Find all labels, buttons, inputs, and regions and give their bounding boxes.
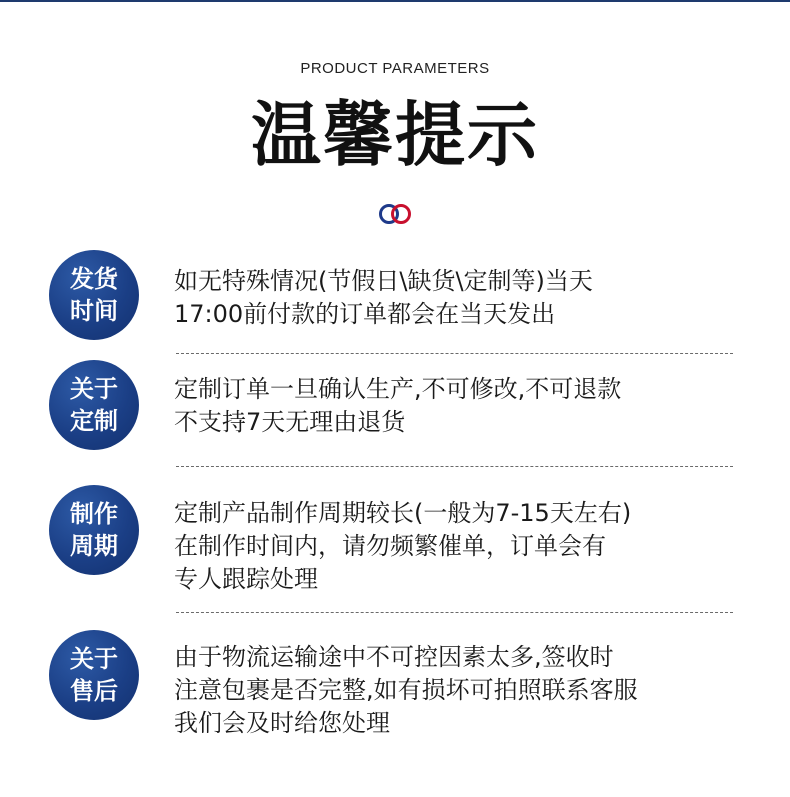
section-text: 由于物流运输途中不可控因素太多,签收时 注意包裹是否完整,如有损坏可拍照联系客服 我们会及时给您处理 [174, 643, 638, 737]
section-text: 如无特殊情况(节假日\缺货\定制等)当天 17:00前付款的订单都会在当天发出 [174, 267, 593, 328]
section-text: 定制订单一旦确认生产,不可修改,不可退款 不支持7天无理由退货 [174, 375, 622, 436]
section-text: 定制产品制作周期较长(一般为7-15天左右) 在制作时间内，请勿频繁催单，订单会有 专人跟踪处理 [174, 499, 632, 593]
badge-customization: 关于 定制 [49, 360, 139, 450]
badge-production-cycle: 制作 周期 [49, 485, 139, 575]
badge-shipping-time: 发货 时间 [49, 250, 139, 340]
divider [176, 612, 733, 613]
page-subtitle: PRODUCT PARAMETERS [300, 60, 490, 77]
divider [176, 466, 733, 467]
rings-icon [375, 202, 415, 226]
top-border [0, 0, 790, 2]
page-title: 温馨提示 [251, 94, 539, 176]
badge-after-sales: 关于 售后 [49, 630, 139, 720]
divider [176, 353, 733, 354]
